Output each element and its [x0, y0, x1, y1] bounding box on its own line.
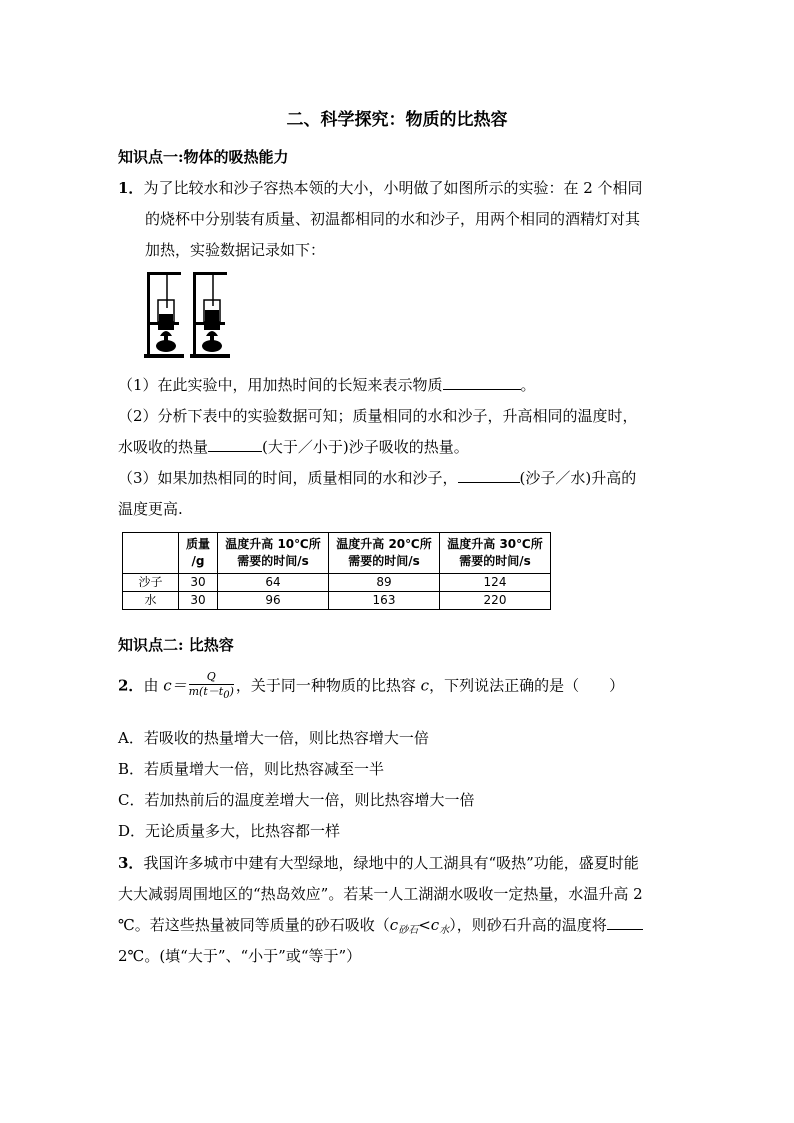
q3-c-sand: c [389, 916, 399, 934]
q2-option-a[interactable]: A．若吸收的热量增大一倍，则比热容增大一倍 [118, 729, 429, 747]
q1-line2: 的烧杯中分别装有质量、初温都相同的水和沙子，用两个相同的酒精灯对其 [145, 210, 641, 228]
table-header-20c [329, 533, 440, 574]
q1-line3: 加热，实验数据记录如下： [145, 241, 326, 259]
q1-sub2-blank[interactable] [208, 437, 262, 452]
q1-sub2-line2 [118, 436, 469, 457]
table-cell: 30 [179, 592, 218, 610]
q1-sub1-text: （1）在此实验中，用加热时间的长短来表示物质 [118, 376, 443, 394]
q3-c-water: c [430, 916, 440, 934]
q1-sub3-options: (沙子／水)升高的 [519, 469, 637, 487]
formula-denominator [189, 685, 234, 703]
q1-sub3-blank[interactable] [458, 468, 520, 483]
q3-line2: 大大减弱周围地区的“热岛效应”。若某一人工湖湖水吸收一定热量，水温升高 2 [118, 885, 643, 903]
left-stand [144, 272, 184, 358]
q1-sub1 [118, 374, 536, 395]
q2-c-symbol: c [420, 676, 430, 695]
formula-denominator-end: ) [229, 685, 234, 698]
header-30c-line2: 需要的时间/s [459, 554, 531, 568]
table-cell: 64 [218, 574, 329, 592]
q1-sub3-line1 [118, 467, 636, 488]
knowledge-point-2-heading: 知识点二: 比热容 [118, 636, 234, 654]
q3-number: 3． [118, 854, 144, 872]
table-cell: 220 [440, 592, 551, 610]
q2-option-b[interactable]: B．若质量增大一倍，则比热容减至一半 [118, 760, 385, 778]
table-header-empty [123, 533, 179, 574]
q2-number: 2． [118, 676, 144, 695]
table-header-row [123, 533, 551, 574]
q2-option-c[interactable]: C．若加热前后的温度差增大一倍，则比热容增大一倍 [118, 791, 475, 809]
q3-blank[interactable] [607, 915, 643, 930]
header-10c-line1: 温度升高 10℃所 [225, 537, 321, 551]
q3-less-than: < [418, 916, 431, 934]
formula-denominator-main: m(t－t [188, 685, 224, 698]
q1-line1 [118, 177, 643, 198]
table-header-30c [440, 533, 551, 574]
q2-post: ，关于同一种物质的比热容 [235, 676, 421, 695]
header-10c-line2: 需要的时间/s [237, 554, 309, 568]
q3-line4: 2℃。(填“大于”、“小于”或“等于”） [118, 947, 362, 965]
q3-line1 [118, 852, 639, 873]
table-cell: 水 [123, 592, 179, 610]
q2-formula-lhs: c＝ [163, 676, 187, 695]
header-30c-line1: 温度升高 30℃所 [447, 537, 543, 551]
knowledge-point-1-heading: 知识点一:物体的吸热能力 [118, 148, 289, 166]
table-header-mass [179, 533, 218, 574]
header-20c-line2: 需要的时间/s [348, 554, 420, 568]
q1-sub1-blank[interactable] [443, 375, 521, 390]
q1-text-1: 为了比较水和沙子容热本领的大小，小明做了如图所示的实验：在 2 个相同 [143, 179, 643, 197]
q3-text-3a: ℃。若这些热量被同等质量的砂石吸收（ [118, 916, 390, 934]
q1-sub2-options: (大于／小于)沙子吸收的热量。 [262, 438, 469, 456]
table-cell: 89 [329, 574, 440, 592]
q3-text-3b: ），则砂石升高的温度将 [449, 916, 607, 934]
table-cell: 96 [218, 592, 329, 610]
q2-option-d[interactable]: D．无论质量多大，比热容都一样 [118, 822, 341, 840]
q1-sub2-text: 水吸收的热量 [118, 438, 209, 456]
table-header-10c [218, 533, 329, 574]
q2-post2: ，下列说法正确的是（ ） [429, 676, 625, 695]
q1-number: 1． [118, 179, 144, 197]
header-mass-line1: 质量 [185, 537, 210, 551]
right-stand [190, 272, 230, 358]
header-20c-line1: 温度升高 20℃所 [336, 537, 432, 551]
formula-numerator: Q [189, 670, 234, 685]
q3-c-sand-sub: 砂石 [398, 925, 419, 936]
page-title: 二、科学探究：物质的比热容 [286, 110, 508, 130]
table-cell: 163 [329, 592, 440, 610]
q3-c-water-sub: 水 [439, 925, 450, 936]
specific-heat-formula-fraction [189, 670, 234, 703]
q1-sub2-line1: （2）分析下表中的实验数据可知；质量相同的水和沙子，升高相同的温度时， [118, 407, 638, 425]
q1-sub1-end: 。 [520, 376, 536, 394]
q3-text-1: 我国许多城市中建有大型绿地，绿地中的人工湖具有“吸热”功能，盛夏时能 [143, 854, 639, 872]
table-cell: 30 [179, 574, 218, 592]
table-row [123, 574, 551, 592]
q3-line3 [118, 914, 643, 936]
experiment-apparatus-figure [140, 268, 235, 360]
experiment-data-table [122, 532, 551, 610]
table-cell: 沙子 [123, 574, 179, 592]
table-cell: 124 [440, 574, 551, 592]
formula-denominator-sub: 0 [223, 690, 230, 701]
header-mass-line2: /g [191, 554, 205, 568]
q2-pre: 由 [143, 676, 164, 695]
q1-sub3-text: （3）如果加热相同的时间，质量相同的水和沙子， [118, 469, 458, 487]
table-row [123, 592, 551, 610]
q1-sub3-line2: 温度更高. [118, 500, 183, 518]
q2-stem [118, 670, 624, 703]
